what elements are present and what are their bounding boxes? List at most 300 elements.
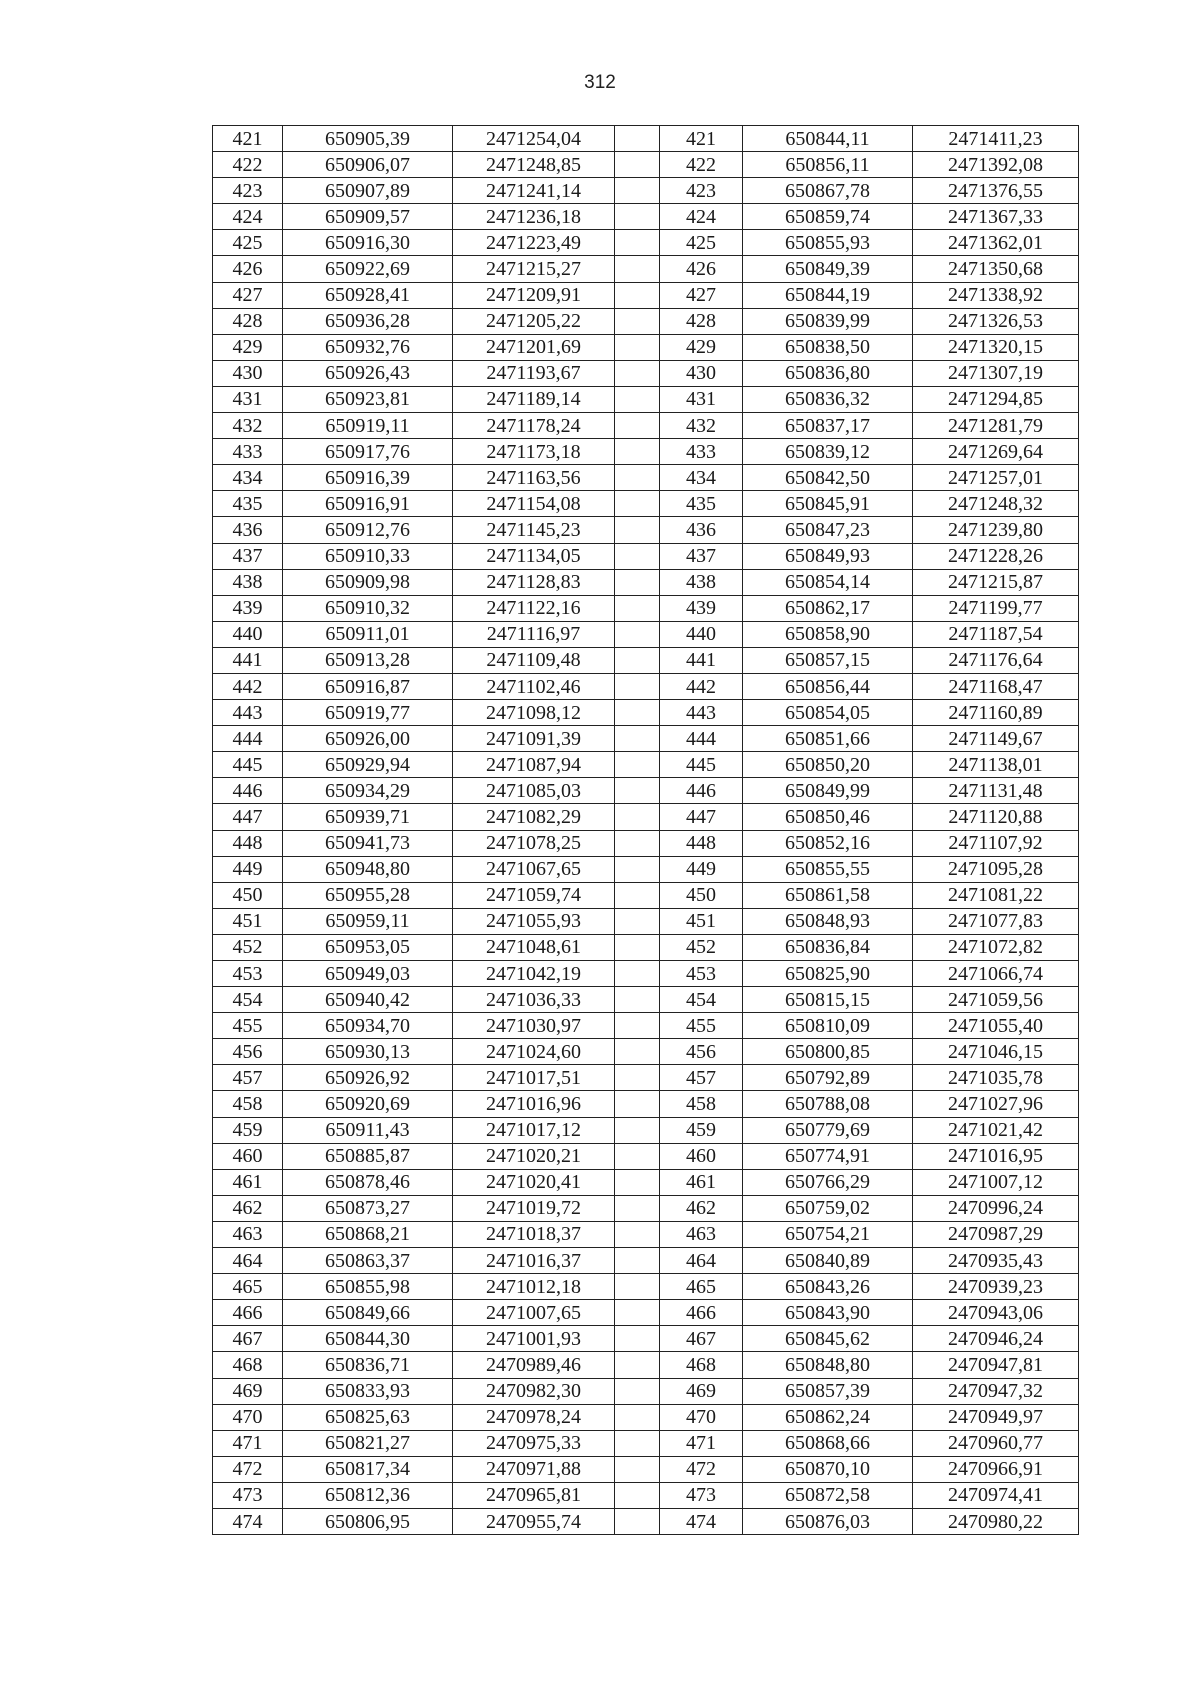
left-point-number-cell: 421 [213,126,283,152]
right-point-number-cell: 421 [660,126,743,152]
left-x-coordinate-cell: 650916,87 [283,673,453,699]
right-point-number-cell: 470 [660,1404,743,1430]
left-y-coordinate-cell: 2471193,67 [453,360,615,386]
left-point-number-cell: 427 [213,282,283,308]
left-point-number-cell: 430 [213,360,283,386]
table-row [213,830,1079,856]
left-y-coordinate-cell: 2471116,97 [453,621,615,647]
right-y-coordinate-cell: 2471228,26 [913,543,1079,569]
table-row [213,778,1079,804]
table-row [213,256,1079,282]
left-point-number-cell: 447 [213,804,283,830]
empty-gap-cell [615,491,660,517]
left-x-coordinate-cell: 650836,71 [283,1352,453,1378]
table-row [213,621,1079,647]
right-y-coordinate-cell: 2471149,67 [913,726,1079,752]
left-y-coordinate-cell: 2471078,25 [453,830,615,856]
table-row [213,1300,1079,1326]
right-x-coordinate-cell: 650848,80 [743,1352,913,1378]
right-x-coordinate-cell: 650849,99 [743,778,913,804]
right-x-coordinate-cell: 650856,44 [743,673,913,699]
left-x-coordinate-cell: 650920,69 [283,1091,453,1117]
empty-gap-cell [615,726,660,752]
right-y-coordinate-cell: 2471411,23 [913,126,1079,152]
right-point-number-cell: 442 [660,673,743,699]
left-y-coordinate-cell: 2470975,33 [453,1430,615,1456]
empty-gap-cell [615,700,660,726]
right-point-number-cell: 439 [660,595,743,621]
empty-gap-cell [615,543,660,569]
table-row [213,1404,1079,1430]
right-point-number-cell: 448 [660,830,743,856]
left-y-coordinate-cell: 2470982,30 [453,1378,615,1404]
right-x-coordinate-cell: 650838,50 [743,334,913,360]
left-y-coordinate-cell: 2470965,81 [453,1482,615,1508]
left-y-coordinate-cell: 2471145,23 [453,517,615,543]
right-point-number-cell: 441 [660,647,743,673]
table-row [213,752,1079,778]
empty-gap-cell [615,413,660,439]
table-row [213,1117,1079,1143]
page-number: 312 [584,72,616,93]
table-row [213,1065,1079,1091]
left-point-number-cell: 458 [213,1091,283,1117]
table-row [213,595,1079,621]
right-point-number-cell: 455 [660,1013,743,1039]
left-y-coordinate-cell: 2471007,65 [453,1300,615,1326]
left-point-number-cell: 431 [213,386,283,412]
empty-gap-cell [615,178,660,204]
right-point-number-cell: 453 [660,961,743,987]
left-y-coordinate-cell: 2471154,08 [453,491,615,517]
left-x-coordinate-cell: 650941,73 [283,830,453,856]
empty-gap-cell [615,1013,660,1039]
empty-gap-cell [615,204,660,230]
left-x-coordinate-cell: 650907,89 [283,178,453,204]
left-x-coordinate-cell: 650949,03 [283,961,453,987]
left-x-coordinate-cell: 650917,76 [283,439,453,465]
left-point-number-cell: 450 [213,882,283,908]
right-point-number-cell: 432 [660,413,743,439]
empty-gap-cell [615,256,660,282]
left-y-coordinate-cell: 2471209,91 [453,282,615,308]
left-point-number-cell: 423 [213,178,283,204]
right-point-number-cell: 440 [660,621,743,647]
left-x-coordinate-cell: 650806,95 [283,1508,453,1534]
left-x-coordinate-cell: 650913,28 [283,647,453,673]
left-y-coordinate-cell: 2471223,49 [453,230,615,256]
left-point-number-cell: 472 [213,1456,283,1482]
left-y-coordinate-cell: 2471173,18 [453,439,615,465]
empty-gap-cell [615,1091,660,1117]
empty-gap-cell [615,1117,660,1143]
right-y-coordinate-cell: 2471350,68 [913,256,1079,282]
right-y-coordinate-cell: 2471362,01 [913,230,1079,256]
right-point-number-cell: 458 [660,1091,743,1117]
left-point-number-cell: 435 [213,491,283,517]
right-y-coordinate-cell: 2471320,15 [913,334,1079,360]
right-point-number-cell: 454 [660,987,743,1013]
left-point-number-cell: 460 [213,1143,283,1169]
empty-gap-cell [615,517,660,543]
empty-gap-cell [615,778,660,804]
right-y-coordinate-cell: 2471376,55 [913,178,1079,204]
left-x-coordinate-cell: 650955,28 [283,882,453,908]
right-point-number-cell: 464 [660,1248,743,1274]
left-x-coordinate-cell: 650916,30 [283,230,453,256]
right-y-coordinate-cell: 2471168,47 [913,673,1079,699]
left-y-coordinate-cell: 2471020,41 [453,1169,615,1195]
right-point-number-cell: 426 [660,256,743,282]
right-x-coordinate-cell: 650843,26 [743,1274,913,1300]
empty-gap-cell [615,830,660,856]
left-point-number-cell: 433 [213,439,283,465]
left-y-coordinate-cell: 2471055,93 [453,908,615,934]
left-y-coordinate-cell: 2471016,37 [453,1248,615,1274]
table-row [213,413,1079,439]
table-row [213,178,1079,204]
left-point-number-cell: 453 [213,961,283,987]
right-x-coordinate-cell: 650836,32 [743,386,913,412]
right-point-number-cell: 427 [660,282,743,308]
right-x-coordinate-cell: 650815,15 [743,987,913,1013]
table-row [213,1248,1079,1274]
right-y-coordinate-cell: 2471269,64 [913,439,1079,465]
right-point-number-cell: 446 [660,778,743,804]
table-row [213,700,1079,726]
left-y-coordinate-cell: 2471215,27 [453,256,615,282]
right-x-coordinate-cell: 650836,80 [743,360,913,386]
table-row [213,934,1079,960]
empty-gap-cell [615,961,660,987]
right-y-coordinate-cell: 2471107,92 [913,830,1079,856]
table-row [213,987,1079,1013]
left-x-coordinate-cell: 650906,07 [283,152,453,178]
right-point-number-cell: 456 [660,1039,743,1065]
right-y-coordinate-cell: 2470949,97 [913,1404,1079,1430]
left-x-coordinate-cell: 650812,36 [283,1482,453,1508]
left-point-number-cell: 432 [213,413,283,439]
right-point-number-cell: 460 [660,1143,743,1169]
left-x-coordinate-cell: 650821,27 [283,1430,453,1456]
table-row [213,1013,1079,1039]
right-x-coordinate-cell: 650845,62 [743,1326,913,1352]
left-point-number-cell: 441 [213,647,283,673]
right-y-coordinate-cell: 2471187,54 [913,621,1079,647]
left-y-coordinate-cell: 2471205,22 [453,308,615,334]
right-x-coordinate-cell: 650854,14 [743,569,913,595]
right-y-coordinate-cell: 2470966,91 [913,1456,1079,1482]
left-y-coordinate-cell: 2471067,65 [453,856,615,882]
right-y-coordinate-cell: 2471326,53 [913,308,1079,334]
empty-gap-cell [615,752,660,778]
table-row [213,726,1079,752]
right-y-coordinate-cell: 2471066,74 [913,961,1079,987]
left-point-number-cell: 425 [213,230,283,256]
right-y-coordinate-cell: 2471239,80 [913,517,1079,543]
empty-gap-cell [615,1326,660,1352]
left-point-number-cell: 445 [213,752,283,778]
right-point-number-cell: 424 [660,204,743,230]
right-y-coordinate-cell: 2471257,01 [913,465,1079,491]
left-y-coordinate-cell: 2470971,88 [453,1456,615,1482]
left-x-coordinate-cell: 650959,11 [283,908,453,934]
left-x-coordinate-cell: 650910,33 [283,543,453,569]
right-point-number-cell: 443 [660,700,743,726]
right-x-coordinate-cell: 650845,91 [743,491,913,517]
table-row [213,543,1079,569]
left-x-coordinate-cell: 650916,39 [283,465,453,491]
right-x-coordinate-cell: 650844,11 [743,126,913,152]
empty-gap-cell [615,882,660,908]
right-x-coordinate-cell: 650839,12 [743,439,913,465]
left-x-coordinate-cell: 650910,32 [283,595,453,621]
table-row [213,1091,1079,1117]
left-point-number-cell: 434 [213,465,283,491]
right-x-coordinate-cell: 650850,46 [743,804,913,830]
right-y-coordinate-cell: 2470987,29 [913,1221,1079,1247]
right-x-coordinate-cell: 650862,24 [743,1404,913,1430]
table-row [213,491,1079,517]
left-x-coordinate-cell: 650934,70 [283,1013,453,1039]
right-x-coordinate-cell: 650872,58 [743,1482,913,1508]
right-y-coordinate-cell: 2470946,24 [913,1326,1079,1352]
left-y-coordinate-cell: 2470978,24 [453,1404,615,1430]
right-point-number-cell: 435 [660,491,743,517]
table-row [213,439,1079,465]
right-y-coordinate-cell: 2471077,83 [913,908,1079,934]
right-point-number-cell: 447 [660,804,743,830]
right-y-coordinate-cell: 2470943,06 [913,1300,1079,1326]
left-x-coordinate-cell: 650923,81 [283,386,453,412]
right-point-number-cell: 461 [660,1169,743,1195]
empty-gap-cell [615,1143,660,1169]
right-y-coordinate-cell: 2471248,32 [913,491,1079,517]
left-x-coordinate-cell: 650885,87 [283,1143,453,1169]
left-point-number-cell: 454 [213,987,283,1013]
left-y-coordinate-cell: 2471030,97 [453,1013,615,1039]
left-point-number-cell: 442 [213,673,283,699]
table-row [213,1274,1079,1300]
empty-gap-cell [615,1482,660,1508]
left-point-number-cell: 452 [213,934,283,960]
left-y-coordinate-cell: 2471189,14 [453,386,615,412]
left-point-number-cell: 455 [213,1013,283,1039]
empty-gap-cell [615,595,660,621]
right-y-coordinate-cell: 2471081,22 [913,882,1079,908]
right-point-number-cell: 471 [660,1430,743,1456]
right-x-coordinate-cell: 650856,11 [743,152,913,178]
empty-gap-cell [615,1430,660,1456]
left-point-number-cell: 462 [213,1195,283,1221]
left-y-coordinate-cell: 2471036,33 [453,987,615,1013]
left-y-coordinate-cell: 2471236,18 [453,204,615,230]
right-x-coordinate-cell: 650844,19 [743,282,913,308]
right-y-coordinate-cell: 2471281,79 [913,413,1079,439]
empty-gap-cell [615,1169,660,1195]
empty-gap-cell [615,465,660,491]
left-x-coordinate-cell: 650922,69 [283,256,453,282]
right-y-coordinate-cell: 2470947,81 [913,1352,1079,1378]
right-x-coordinate-cell: 650855,93 [743,230,913,256]
left-point-number-cell: 459 [213,1117,283,1143]
right-point-number-cell: 472 [660,1456,743,1482]
left-x-coordinate-cell: 650868,21 [283,1221,453,1247]
right-y-coordinate-cell: 2470935,43 [913,1248,1079,1274]
left-point-number-cell: 439 [213,595,283,621]
left-point-number-cell: 436 [213,517,283,543]
left-x-coordinate-cell: 650911,01 [283,621,453,647]
table-row [213,1482,1079,1508]
right-y-coordinate-cell: 2471294,85 [913,386,1079,412]
right-point-number-cell: 433 [660,439,743,465]
right-y-coordinate-cell: 2471046,15 [913,1039,1079,1065]
right-point-number-cell: 462 [660,1195,743,1221]
right-x-coordinate-cell: 650867,78 [743,178,913,204]
left-x-coordinate-cell: 650916,91 [283,491,453,517]
left-x-coordinate-cell: 650932,76 [283,334,453,360]
right-x-coordinate-cell: 650854,05 [743,700,913,726]
right-y-coordinate-cell: 2470939,23 [913,1274,1079,1300]
table-row [213,1508,1079,1534]
right-point-number-cell: 438 [660,569,743,595]
right-x-coordinate-cell: 650779,69 [743,1117,913,1143]
empty-gap-cell [615,1274,660,1300]
left-point-number-cell: 457 [213,1065,283,1091]
right-y-coordinate-cell: 2471131,48 [913,778,1079,804]
right-y-coordinate-cell: 2471027,96 [913,1091,1079,1117]
table-row [213,804,1079,830]
right-x-coordinate-cell: 650870,10 [743,1456,913,1482]
left-point-number-cell: 467 [213,1326,283,1352]
left-y-coordinate-cell: 2471001,93 [453,1326,615,1352]
left-y-coordinate-cell: 2471018,37 [453,1221,615,1247]
right-y-coordinate-cell: 2471055,40 [913,1013,1079,1039]
left-x-coordinate-cell: 650855,98 [283,1274,453,1300]
table-row [213,1378,1079,1404]
left-x-coordinate-cell: 650930,13 [283,1039,453,1065]
table-row [213,908,1079,934]
right-x-coordinate-cell: 650792,89 [743,1065,913,1091]
left-y-coordinate-cell: 2471024,60 [453,1039,615,1065]
right-x-coordinate-cell: 650843,90 [743,1300,913,1326]
empty-gap-cell [615,1248,660,1274]
empty-gap-cell [615,856,660,882]
left-y-coordinate-cell: 2471042,19 [453,961,615,987]
right-y-coordinate-cell: 2471059,56 [913,987,1079,1013]
right-point-number-cell: 451 [660,908,743,934]
empty-gap-cell [615,987,660,1013]
table-row [213,1143,1079,1169]
empty-gap-cell [615,934,660,960]
left-point-number-cell: 426 [213,256,283,282]
empty-gap-cell [615,1300,660,1326]
right-point-number-cell: 467 [660,1326,743,1352]
right-y-coordinate-cell: 2470947,32 [913,1378,1079,1404]
left-y-coordinate-cell: 2471087,94 [453,752,615,778]
left-point-number-cell: 469 [213,1378,283,1404]
right-x-coordinate-cell: 650810,09 [743,1013,913,1039]
right-point-number-cell: 437 [660,543,743,569]
right-y-coordinate-cell: 2471215,87 [913,569,1079,595]
left-y-coordinate-cell: 2471085,03 [453,778,615,804]
left-x-coordinate-cell: 650833,93 [283,1378,453,1404]
empty-gap-cell [615,334,660,360]
table-row [213,334,1079,360]
right-y-coordinate-cell: 2471095,28 [913,856,1079,882]
left-point-number-cell: 463 [213,1221,283,1247]
table-row [213,1039,1079,1065]
right-x-coordinate-cell: 650876,03 [743,1508,913,1534]
left-y-coordinate-cell: 2471102,46 [453,673,615,699]
left-point-number-cell: 438 [213,569,283,595]
right-y-coordinate-cell: 2471338,92 [913,282,1079,308]
left-x-coordinate-cell: 650940,42 [283,987,453,1013]
right-x-coordinate-cell: 650849,39 [743,256,913,282]
left-point-number-cell: 449 [213,856,283,882]
table-row [213,647,1079,673]
table-row [213,230,1079,256]
right-point-number-cell: 469 [660,1378,743,1404]
left-x-coordinate-cell: 650817,34 [283,1456,453,1482]
left-x-coordinate-cell: 650953,05 [283,934,453,960]
left-x-coordinate-cell: 650919,11 [283,413,453,439]
left-y-coordinate-cell: 2471134,05 [453,543,615,569]
right-point-number-cell: 473 [660,1482,743,1508]
empty-gap-cell [615,1065,660,1091]
empty-gap-cell [615,1456,660,1482]
left-point-number-cell: 444 [213,726,283,752]
table-row [213,569,1079,595]
left-y-coordinate-cell: 2471019,72 [453,1195,615,1221]
left-point-number-cell: 465 [213,1274,283,1300]
empty-gap-cell [615,386,660,412]
empty-gap-cell [615,908,660,934]
left-x-coordinate-cell: 650911,43 [283,1117,453,1143]
right-x-coordinate-cell: 650840,89 [743,1248,913,1274]
right-x-coordinate-cell: 650836,84 [743,934,913,960]
table-row [213,386,1079,412]
left-x-coordinate-cell: 650905,39 [283,126,453,152]
table-row [213,856,1079,882]
empty-gap-cell [615,1221,660,1247]
table-row [213,1430,1079,1456]
left-point-number-cell: 470 [213,1404,283,1430]
left-point-number-cell: 468 [213,1352,283,1378]
left-y-coordinate-cell: 2471248,85 [453,152,615,178]
right-x-coordinate-cell: 650868,66 [743,1430,913,1456]
left-x-coordinate-cell: 650878,46 [283,1169,453,1195]
left-point-number-cell: 451 [213,908,283,934]
coordinates-table [212,125,1079,1535]
left-y-coordinate-cell: 2470955,74 [453,1508,615,1534]
empty-gap-cell [615,1195,660,1221]
left-y-coordinate-cell: 2470989,46 [453,1352,615,1378]
left-x-coordinate-cell: 650936,28 [283,308,453,334]
right-x-coordinate-cell: 650759,02 [743,1195,913,1221]
left-x-coordinate-cell: 650909,57 [283,204,453,230]
table-row [213,308,1079,334]
right-x-coordinate-cell: 650766,29 [743,1169,913,1195]
empty-gap-cell [615,126,660,152]
right-y-coordinate-cell: 2471021,42 [913,1117,1079,1143]
empty-gap-cell [615,1404,660,1430]
right-point-number-cell: 430 [660,360,743,386]
right-point-number-cell: 450 [660,882,743,908]
table-row [213,1195,1079,1221]
right-y-coordinate-cell: 2471138,01 [913,752,1079,778]
right-x-coordinate-cell: 650859,74 [743,204,913,230]
